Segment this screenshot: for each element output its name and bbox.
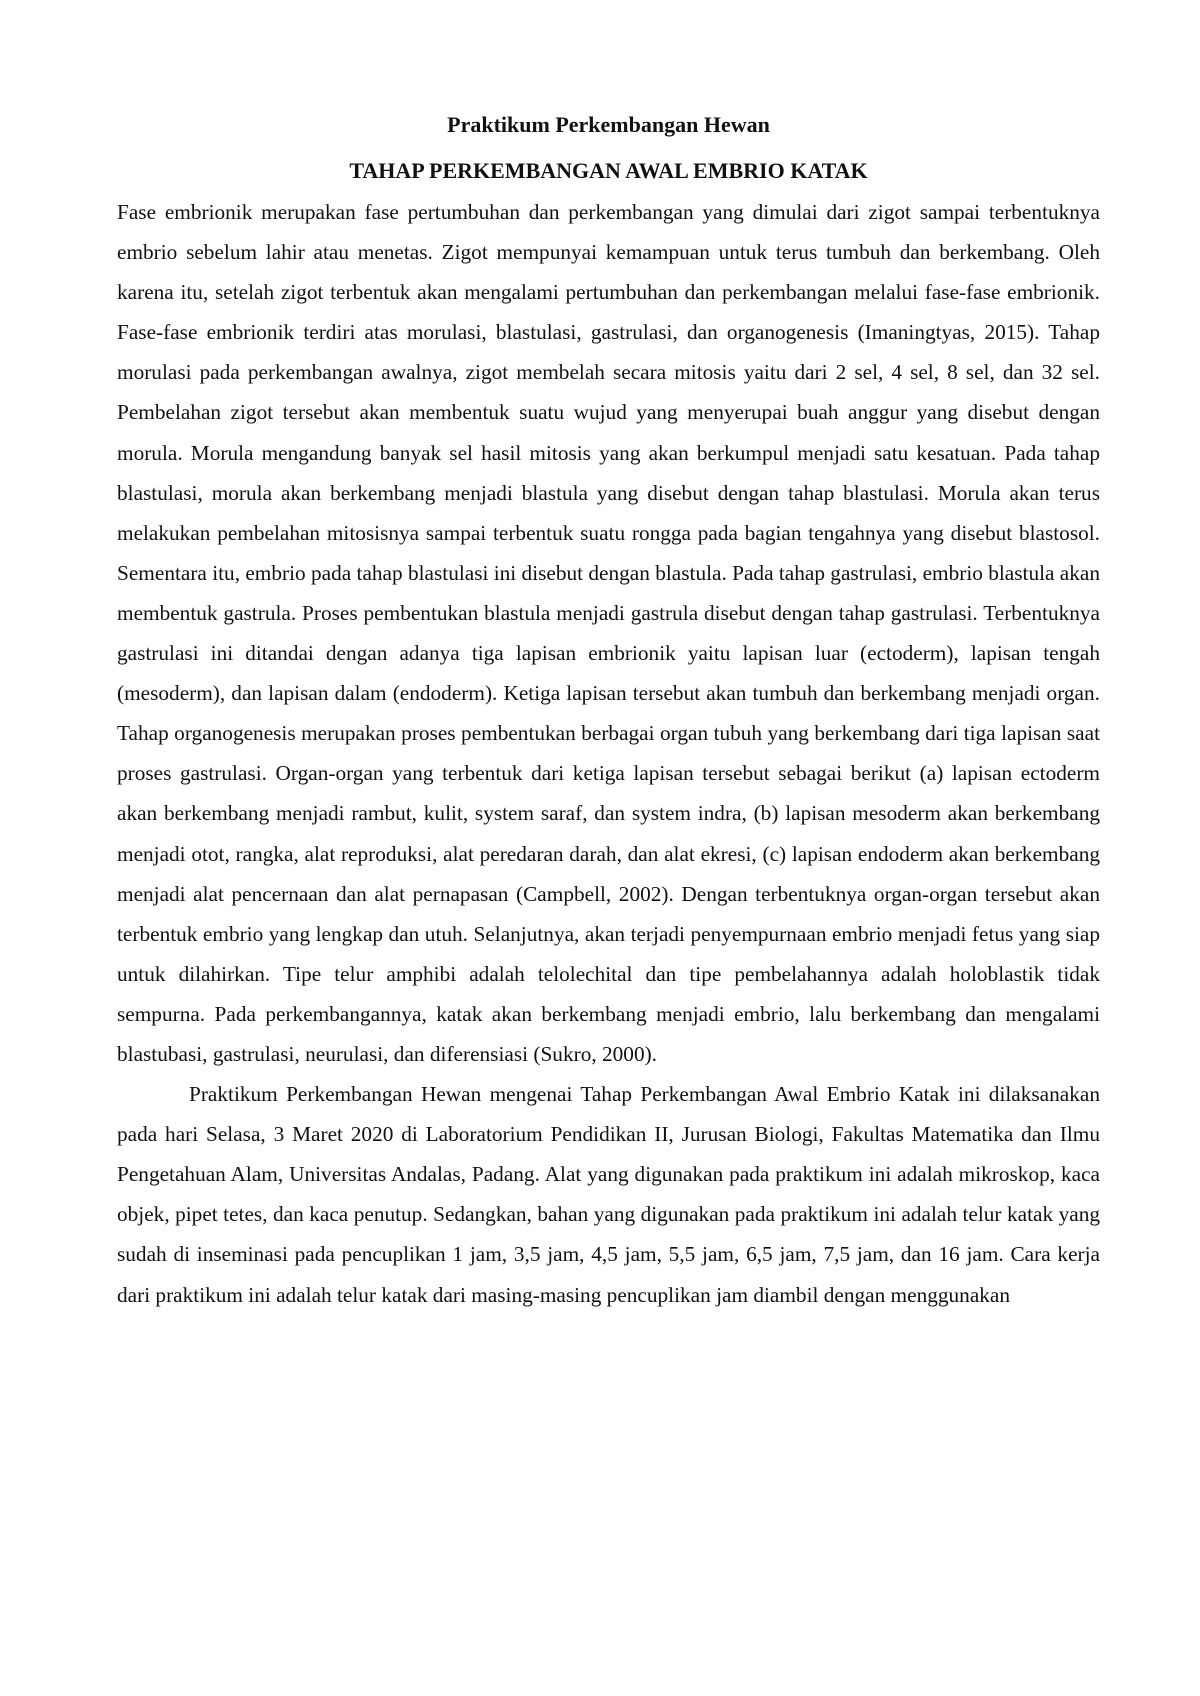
- document-title: Praktikum Perkembangan Hewan: [447, 112, 770, 137]
- body-paragraph-2: Praktikum Perkembangan Hewan mengenai Tahap Perkembangan Awal Embrio Katak ini dilaksanakan pada hari Selasa, 3 Maret 2020 di Laboratorium Pendidikan II, Jurusan Biologi, Fakultas Matematika dan Ilmu Pengetahuan Alam, Universitas Andalas, Padang. Alat yang digunakan pada praktikum ini adalah mikroskop, kaca objek, pipet tetes, dan kaca penutup. Sedangkan, bahan yang digunakan pada praktikum ini adalah telur katak yang sudah di inseminasi pada pencuplikan 1 jam, 3,5 jam, 4,5 jam, 5,5 jam, 6,5 jam, 7,5 jam, dan 16 jam. Cara kerja dari praktikum ini adalah telur katak dari masing-masing pencuplikan jam diambil dengan menggunakan: [117, 1082, 1100, 1307]
- document-subtitle: TAHAP PERKEMBANGAN AWAL EMBRIO KATAK: [349, 158, 868, 183]
- document-page: [117, 112, 1100, 1315]
- body-paragraph-1: Fase embrionik merupakan fase pertumbuhan dan perkembangan yang dimulai dari zigot sampai terbentuknya embrio sebelum lahir atau menetas. Zigot mempunyai kemampuan untuk terus tumbuh dan berkembang. Oleh karena itu, setelah zigot terbentuk akan mengalami pertumbuhan dan perkembangan melalui fase-fase embrionik. Fase-fase embrionik terdiri atas morulasi, blastulasi, gastrulasi, dan organogenesis (Imaningtyas, 2015). Tahap morulasi pada perkembangan awalnya, zigot membelah secara mitosis yaitu dari 2 sel, 4 sel, 8 sel, dan 32 sel. Pembelahan zigot tersebut akan membentuk suatu wujud yang menyerupai buah anggur yang disebut dengan morula. Morula mengandung banyak sel hasil mitosis yang akan berkumpul menjadi satu kesatuan. Pada tahap blastulasi, morula akan berkembang menjadi blastula yang disebut dengan tahap blastulasi. Morula akan terus melakukan pembelahan mitosisnya sampai terbentuk suatu rongga pada bagian tengahnya yang disebut blastosol. Sementara itu, embrio pada tahap blastulasi ini disebut dengan blastula. Pada tahap gastrulasi, embrio blastula akan membentuk gastrula. Proses pembentukan blastula menjadi gastrula disebut dengan tahap gastrulasi. Terbentuknya gastrulasi ini ditandai dengan adanya tiga lapisan embrionik yaitu lapisan luar (ectoderm), lapisan tengah (mesoderm), dan lapisan dalam (endoderm). Ketiga lapisan tersebut akan tumbuh dan berkembang menjadi organ. Tahap organogenesis merupakan proses pembentukan berbagai organ tubuh yang berkembang dari tiga lapisan saat proses gastrulasi. Organ-organ yang terbentuk dari ketiga lapisan tersebut sebagai berikut (a) lapisan ectoderm akan berkembang menjadi rambut, kulit, system saraf, dan system indra, (b) lapisan mesoderm akan berkembang menjadi otot, rangka, alat reproduksi, alat peredaran darah, dan alat ekresi, (c) lapisan endoderm akan berkembang menjadi alat pencernaan dan alat pernapasan (Campbell, 2002). Dengan terbentuknya organ-organ tersebut akan terbentuk embrio yang lengkap dan utuh. Selanjutnya, akan terjadi penyempurnaan embrio menjadi fetus yang siap untuk dilahirkan. Tipe telur amphibi adalah telolechital dan tipe pembelahannya adalah holoblastik tidak sempurna. Pada perkembangannya, katak akan berkembang menjadi embrio, lalu berkembang dan mengalami blastubasi, gastrulasi, neurulasi, dan diferensiasi (Sukro, 2000).: [117, 200, 1100, 1066]
